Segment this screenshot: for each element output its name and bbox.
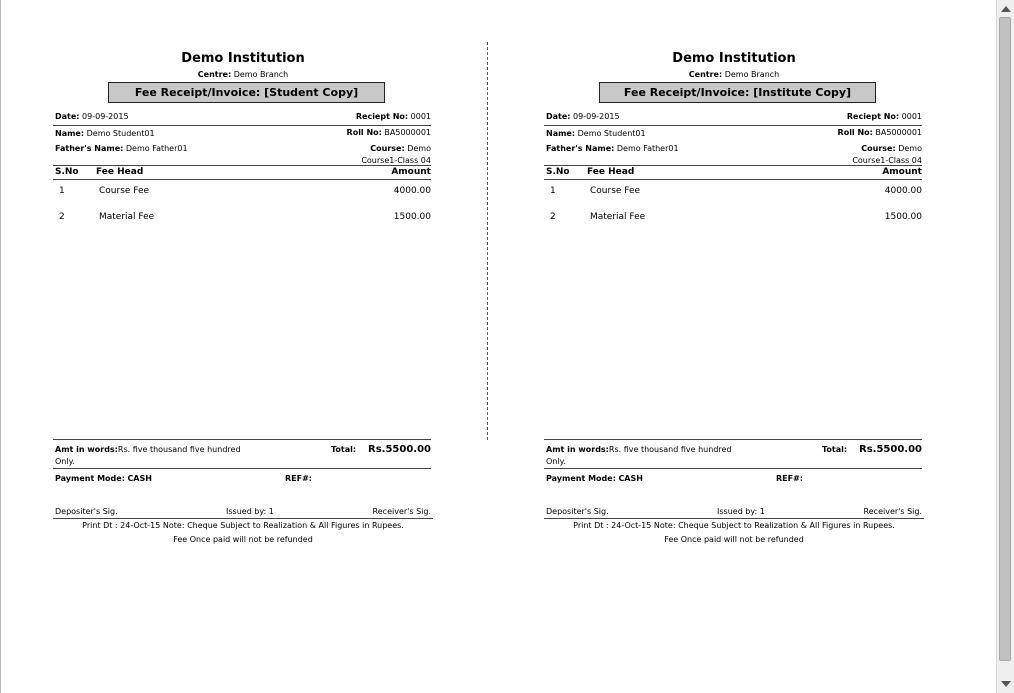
- vertical-scrollbar[interactable]: [996, 0, 1014, 693]
- separator-line: [544, 165, 922, 166]
- amount-in-words: [55, 445, 241, 454]
- course-value: Demo: [407, 144, 431, 153]
- scroll-up-arrow-icon[interactable]: [1001, 6, 1011, 12]
- receipt-no-value: 0001: [410, 112, 431, 121]
- payment-mode-label: Payment Mode:: [546, 474, 616, 483]
- centre-line: [544, 70, 924, 79]
- separator-line: [544, 125, 922, 126]
- signature-line: [53, 518, 433, 519]
- roll-no-label: Roll No:: [837, 128, 873, 137]
- date-value: 09-09-2015: [82, 112, 129, 121]
- father-name-field: [546, 144, 679, 153]
- receipt-copy-1: [53, 0, 433, 693]
- separator-line: [53, 125, 431, 126]
- name-value: Demo Student01: [577, 129, 646, 138]
- course-label: Course:: [861, 144, 896, 153]
- centre-line: [53, 70, 433, 79]
- date-field: [55, 112, 129, 121]
- fee-item-amount: 4000.00: [884, 186, 922, 196]
- col-sno-header: S.No: [546, 167, 570, 177]
- amount-in-words-line2: Only.: [546, 457, 566, 466]
- father-name-label: Father's Name:: [546, 144, 615, 153]
- col-amount-header: Amount: [391, 167, 431, 177]
- fee-item-amount: 1500.00: [884, 212, 922, 222]
- refund-note: Fee Once paid will not be refunded: [664, 535, 804, 544]
- centre-label: Centre:: [197, 70, 232, 79]
- ref-label: REF#:: [776, 474, 803, 483]
- roll-no-label: Roll No:: [346, 128, 382, 137]
- course-value: Demo: [898, 144, 922, 153]
- signature-line: [544, 518, 924, 519]
- fee-item-head: Course Fee: [590, 186, 641, 196]
- depositor-signature: Depositer's Sig.: [55, 507, 118, 516]
- separator-line: [53, 165, 431, 166]
- date-label: Date:: [546, 112, 571, 121]
- issued-by: Issued by: 1: [226, 507, 274, 516]
- name-field: [55, 129, 155, 138]
- name-label: Name:: [546, 129, 576, 138]
- centre-value: Demo Branch: [724, 70, 780, 79]
- amount-in-words-value: Rs. five thousand five hundred: [608, 445, 732, 454]
- receipt-title: Fee Receipt/Invoice: [Institute Copy]: [599, 82, 876, 103]
- refund-note: Fee Once paid will not be refunded: [173, 535, 313, 544]
- print-note: Print Dt : 24-Oct-15 Note: Cheque Subject to Realization & All Figures in Rupees.: [82, 521, 404, 530]
- centre-label: Centre:: [688, 70, 723, 79]
- father-name-field: [55, 144, 188, 153]
- amount-in-words-label: Amt in words:: [55, 445, 118, 454]
- receipt-title: Fee Receipt/Invoice: [Student Copy]: [108, 82, 385, 103]
- father-name-value: Demo Father01: [616, 144, 679, 153]
- course-field: [861, 144, 922, 153]
- col-fee-head-header: Fee Head: [587, 167, 635, 177]
- amount-in-words-line2: Only.: [55, 457, 75, 466]
- receiver-signature: Receiver's Sig.: [863, 507, 922, 516]
- receipt-no-label: Reciept No:: [355, 112, 409, 121]
- separator-line: [53, 468, 431, 469]
- cut-divider: [487, 42, 488, 440]
- receipt-copy-2: [544, 0, 924, 693]
- fee-item-amount: 1500.00: [393, 212, 431, 222]
- col-sno-header: S.No: [55, 167, 79, 177]
- roll-no-field: [838, 128, 922, 137]
- course-label: Course:: [370, 144, 405, 153]
- centre-value: Demo Branch: [233, 70, 289, 79]
- separator-line: [544, 439, 922, 440]
- fee-item-amount: 4000.00: [393, 186, 431, 196]
- course-value-line2: Course1-Class 04: [852, 156, 922, 165]
- separator-line: [53, 179, 431, 180]
- print-note: Print Dt : 24-Oct-15 Note: Cheque Subject to Realization & All Figures in Rupees.: [573, 521, 895, 530]
- fee-item-sno: 1: [550, 186, 556, 196]
- col-amount-header: Amount: [882, 167, 922, 177]
- payment-mode: [55, 474, 152, 483]
- institution-name: Demo Institution: [181, 51, 305, 66]
- receiver-signature: Receiver's Sig.: [372, 507, 431, 516]
- col-fee-head-header: Fee Head: [96, 167, 144, 177]
- receipt-no-field: [356, 112, 431, 121]
- father-name-value: Demo Father01: [125, 144, 188, 153]
- fee-item-head: Material Fee: [590, 212, 646, 222]
- name-field: [546, 129, 646, 138]
- institution-name: Demo Institution: [672, 51, 796, 66]
- roll-no-field: [347, 128, 431, 137]
- depositor-signature: Depositer's Sig.: [546, 507, 609, 516]
- issued-by: Issued by: 1: [717, 507, 765, 516]
- name-label: Name:: [55, 129, 85, 138]
- roll-no-value: BA5000001: [875, 128, 922, 137]
- ref-label: REF#:: [285, 474, 312, 483]
- scroll-down-arrow-icon[interactable]: [1001, 681, 1011, 687]
- roll-no-value: BA5000001: [384, 128, 431, 137]
- receipt-no-value: 0001: [901, 112, 922, 121]
- payment-mode-value: CASH: [618, 474, 643, 483]
- total-label: Total:: [822, 445, 848, 454]
- separator-line: [544, 179, 922, 180]
- amount-in-words: [546, 445, 732, 454]
- payment-mode: [546, 474, 643, 483]
- fee-item-sno: 2: [59, 212, 65, 222]
- payment-mode-value: CASH: [127, 474, 152, 483]
- receipt-no-label: Reciept No:: [846, 112, 900, 121]
- fee-item-head: Material Fee: [99, 212, 155, 222]
- separator-line: [544, 468, 922, 469]
- amount-in-words-label: Amt in words:: [546, 445, 609, 454]
- fee-item-head: Course Fee: [99, 186, 150, 196]
- fee-item-sno: 1: [59, 186, 65, 196]
- total-value: Rs.5500.00: [859, 444, 922, 455]
- date-label: Date:: [55, 112, 80, 121]
- separator-line: [53, 439, 431, 440]
- fee-item-sno: 2: [550, 212, 556, 222]
- scroll-thumb[interactable]: [999, 17, 1011, 661]
- name-value: Demo Student01: [86, 129, 155, 138]
- course-value-line2: Course1-Class 04: [361, 156, 431, 165]
- amount-in-words-value: Rs. five thousand five hundred: [117, 445, 241, 454]
- payment-mode-label: Payment Mode:: [55, 474, 125, 483]
- date-field: [546, 112, 620, 121]
- course-field: [370, 144, 431, 153]
- father-name-label: Father's Name:: [55, 144, 124, 153]
- total-value: Rs.5500.00: [368, 444, 431, 455]
- total-label: Total:: [331, 445, 357, 454]
- receipt-no-field: [847, 112, 922, 121]
- date-value: 09-09-2015: [573, 112, 620, 121]
